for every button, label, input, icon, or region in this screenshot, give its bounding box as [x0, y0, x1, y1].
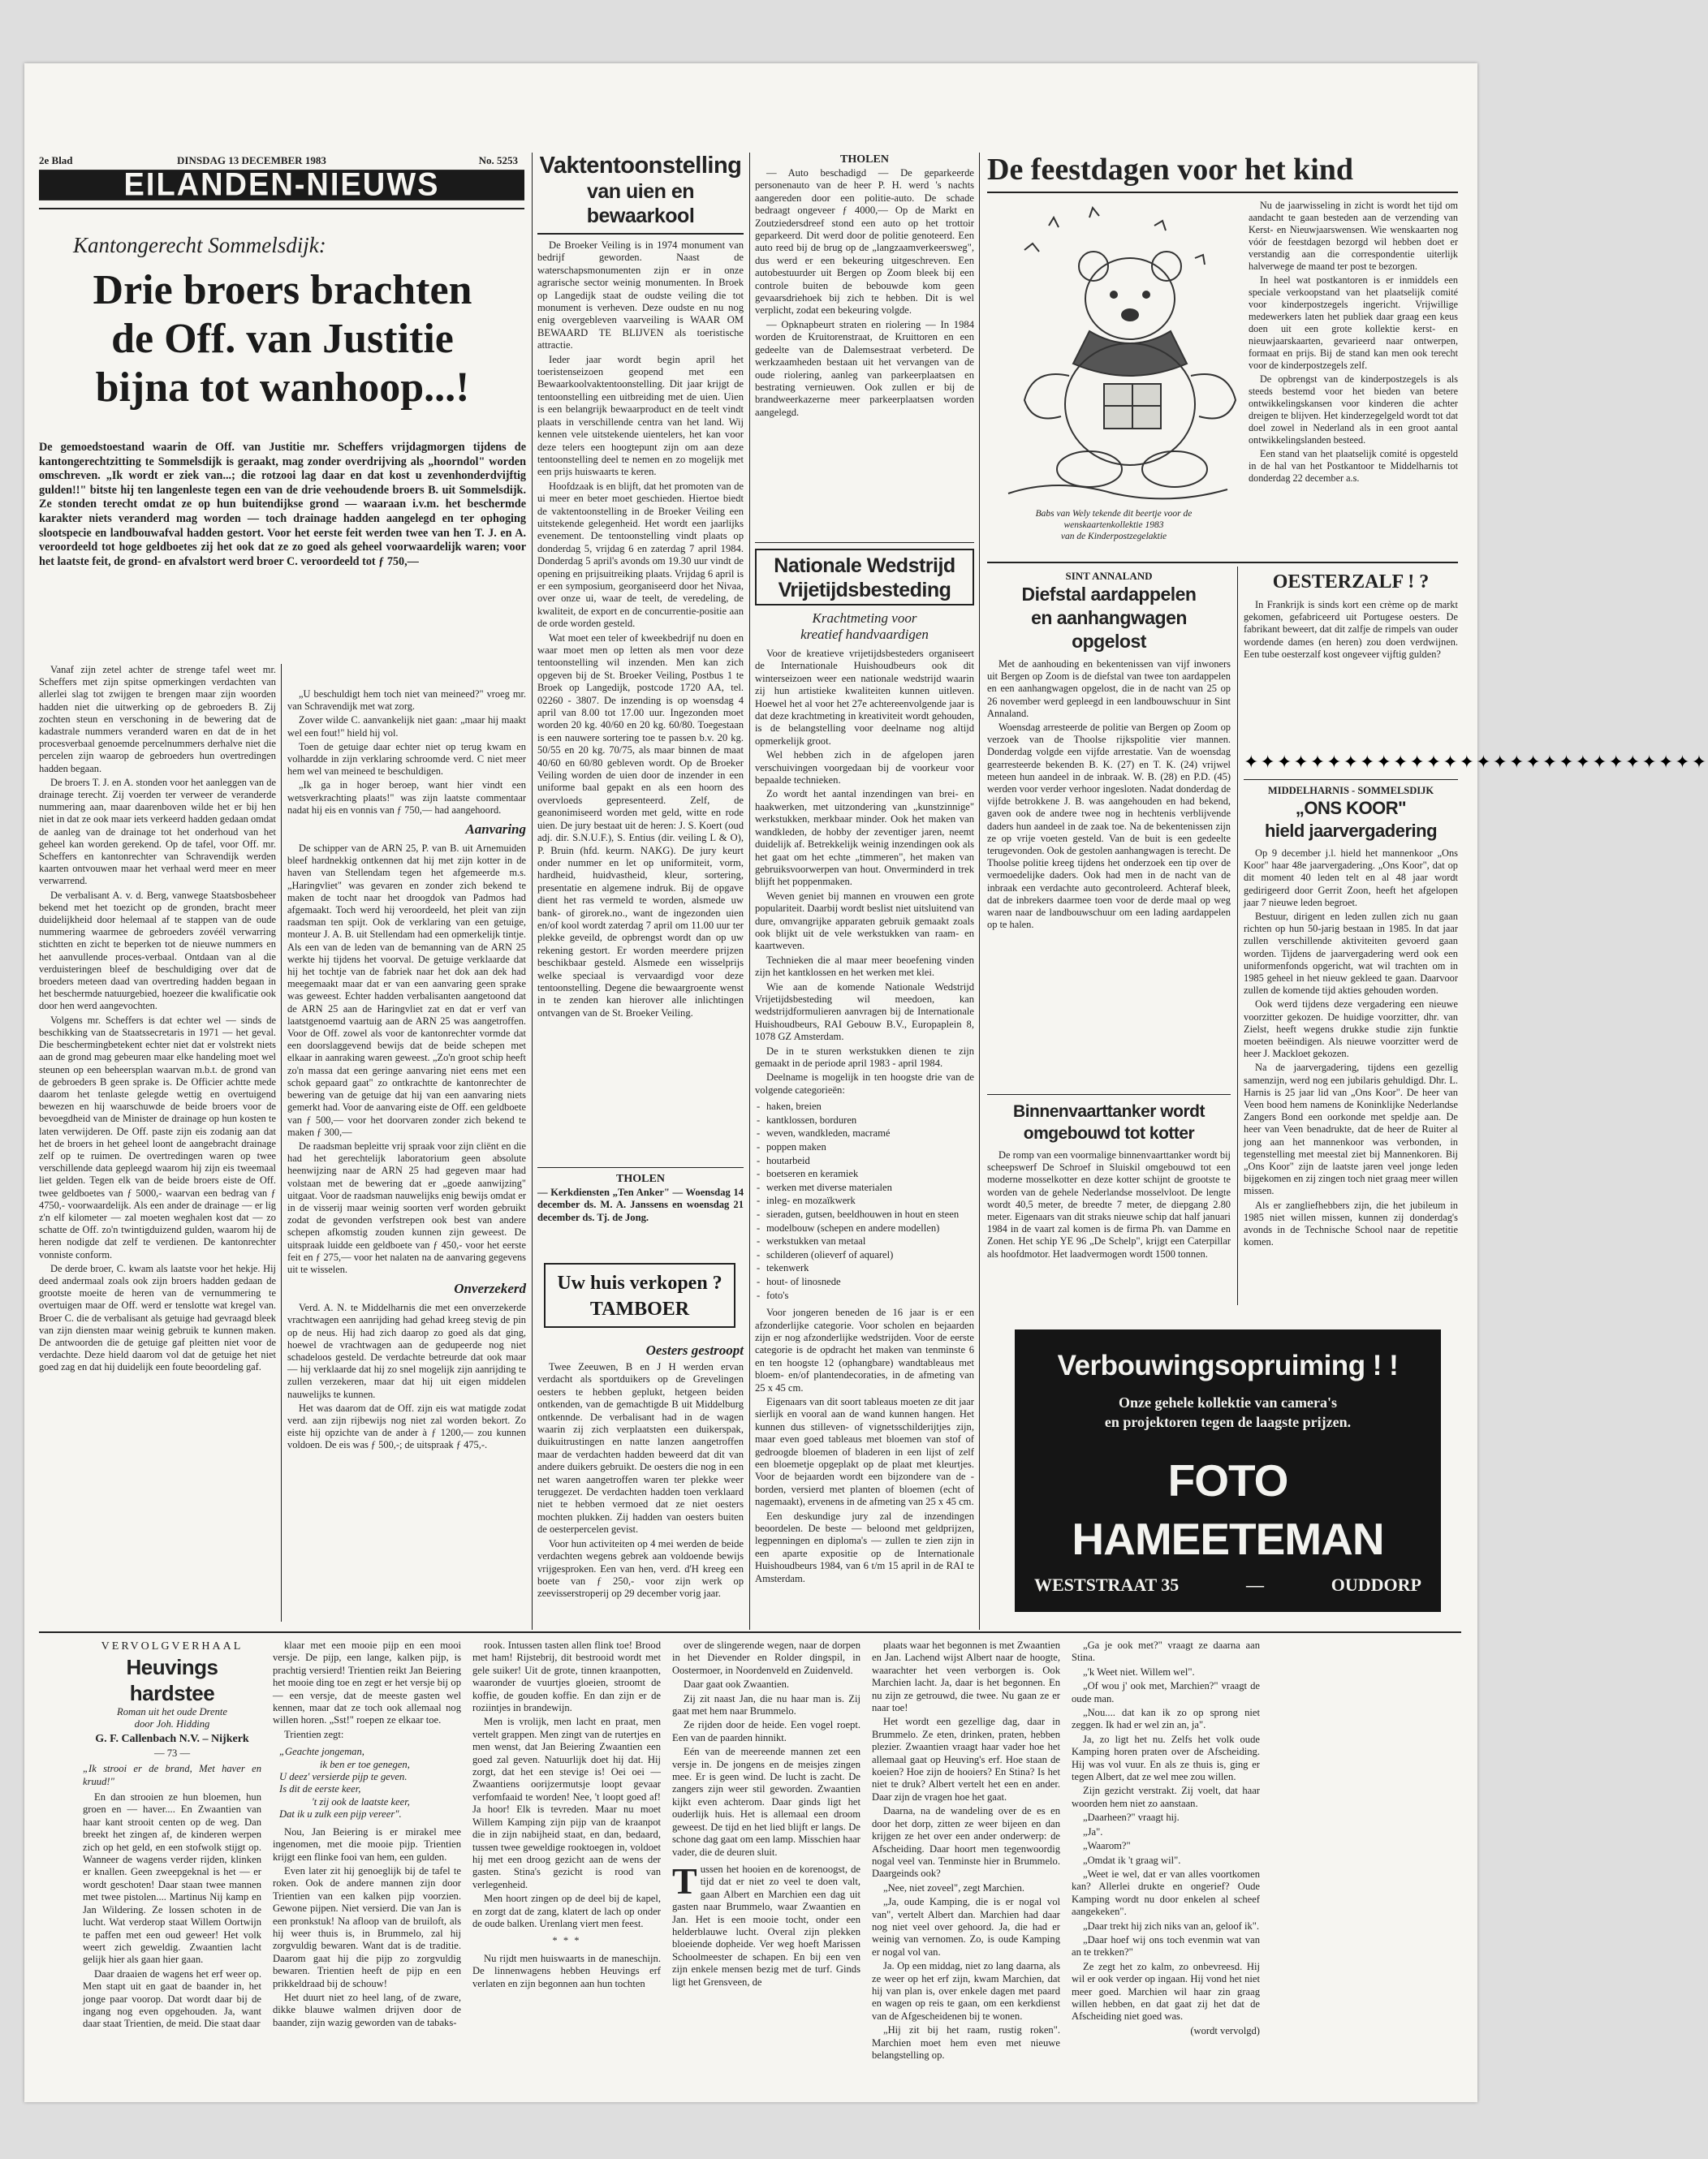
feest-paragraph: In heel wat postkantoren is er inmiddels een speciale verkoopstand van het plaatselijk comité voor kinderpostzegels ingericht. Vrijwillige medewerkers laten het publiek daar graag een keus doen uit een grote kollektie kerst- en nieuwjaarskaarten, gevarieerd naar ontwerpen, formaat en prijs. Bij de stand kan men ook terecht voor de kinderpostzegels zelf.	[1249, 274, 1458, 371]
diefstal-article	[987, 570, 1231, 1089]
tamboer-ad	[544, 1263, 735, 1328]
wedstrijd-paragraph: Voor de kreatieve vrijetijdsbesteders organiseert de Internationale Huishoudbeurs ook dit winterseizoen weer een nationale wedstrijd waarin zij hun artistieke kwaliteiten kunnen uitleven. Hoewel het al voor het 27e achtereenvolgende jaar is dat deze krachtmeting in kreativiteit wordt gehouden, is de belangstelling voor deelname nog altijd opmerkelijk groot.	[755, 648, 974, 747]
oesterzalf-article	[1244, 570, 1458, 747]
feestdagen-headline: De feestdagen voor het kind	[987, 153, 1354, 187]
tholen-kerk-article	[537, 1172, 744, 1253]
serial-paragraph: „Ja, oude Kamping, die is er nogal vol van", vertelt Albert dan. Marchien had daar nog niet veel over gehoord. Ja, die had er weinig van vernomen. Zo, is oude Kamping er nogal vol van.	[872, 1896, 1060, 1958]
koor-paragraph: Ook werd tijdens deze vergadering een nieuwe voorzitter gekozen. De huidige voorzitter, dhr. van Zielst, heeft wegens drukke studie zijn funktie moeten beëindigen. Als nieuwe voorzitter werd de heer J. Mackloet gekozen.	[1244, 998, 1458, 1060]
vakt-paragraph: Wat moet een teler of kweekbedrijf nu doen en waar moet men op letten als men voor deze tentoonstelling wil inzenden. Men kan zich opgeven bij de St. Broeker Veiling, Postbus 1 te Broek op Langedijk, postcode 1720 AA, tel. 02260 - 3807. De inzending is op woensdag 4 april van 8.00 tot 17.00 uur. Ingezonden moet worden 20 kg. 40/60 en 20 kg. 60/80. Toegestaan is een nauwere sortering toe te passen b.v. 20 kg. 50/55 en 20 kg. 70/75, als maar binnen de maat 40/60 en 60/80 gebleven wordt. Op de Broeker Veiling worden de uien door de inzender in een uniforme baal gepakt en als een hoorn des overvloeds gepresenteerd. Zelf, de geanonimiseerd worden met geld, witte en rode uien. De jury bestaat uit de heren: J. S. Koert (oud adj. dir. S.N.U.F.), S. Entius (dir. veiling L & O), P. Bruin (hfd. keurm. NAKG). De jury keurt onder nummer en let op uniformiteit, vorm, hardheid, huidvastheid, kleur, sortering, presentatie en algemene indruk. Bij de opgave dient het ras vermeld te worden, alsmede uw bank- of girorek.no., want de ingezonden uien en/of kool wordt zaterdag 7 april om 11.00 uur ter plekke geveild, de opbrengst wordt dan op uw rekening gestort. Er worden meerdere prijzen beschikbaar gesteld. Alsmede een wisselprijs welke speciaal is vervaardigd voor deze tentoonstelling. Degene die bewaargroente wenst in te zenden kan hierover alle inlichtingen ontvangen van de St. Broeker Veiling.	[537, 631, 744, 1019]
wedstrijd-paragraph: Deelname is mogelijk in ten hoogste drie van de volgende categorieën:	[755, 1071, 974, 1096]
oesters-article	[537, 1342, 744, 1627]
binnenvaart-headline-2: omgebouwd tot kotter	[1023, 1124, 1195, 1143]
serial-paragraph: Daarna, na de wandeling over de es en door het dorp, zitten ze weer bijeen en dan krijgen ze het over een ander onderwerp: de Afscheiding. Daar hoort men tegenwoordig nogal veel van. Tenminste hier in Brummelo. Daargeinds ook?	[872, 1805, 1060, 1880]
bear-illustration	[992, 201, 1236, 502]
serial-paragraph: „'k Weet niet. Willem wel".	[1083, 1666, 1195, 1678]
wedstrijd-paragraph: Wel hebben zich in de afgelopen jaren verschuivingen voorgedaan bij de voorkeur voor bepaalde technieken.	[755, 749, 974, 786]
headline-rule	[987, 192, 1458, 193]
section-rule	[537, 1167, 744, 1168]
serial-column-1	[83, 1640, 261, 2094]
serial-quote: „Ik strooi er de brand, Met haver en kruud!"	[83, 1763, 261, 1787]
lead-intro: De gemoedstoestand waarin de Off. van Justitie mr. Scheffers vrijdagmorgen tijdens de kantongerechtzitting te Sommelsdijk is geraakt, mag zonder overdrijving als „hoorndol" worden omschreven. „Ik wordt er ziek van...; die rotzooi lag daar en dat kost u zevenhonderdvijftig gulden!!" bitste hij ten langenleste tegen een van de drie veehoudende broers B. uit Sommelsdijk. Ze stonden terecht omdat ze op hun buitendijkse grond — waaraan i.v.m. het beschermde karakter niets veranderd mag worden — toch drainage hadden aangelegd en ter ophoging slootspecie en landbouwafval hadden gestort. Voor het eerste feit werden twee van hen T. J. en A. veroordeeld tot hoge geldboetes zij het ook dat ze zo goed als geheel voorwaardelijk waren; voor het laatste feit, de grond- en afvalstort werd broer C. veroordeeld tot ƒ 750,—	[39, 441, 526, 568]
diefstal-headline-1: Diefstal aardappelen	[1021, 584, 1197, 605]
koor-paragraph: Na de jaarvergadering, tijdens een gezellig samenzijn, werd nog een jubilaris gehuldigd. Dhr. L. Harnis is 25 jaar lid van „Ons Koor". De heer van Veen bood hem namens de Koninklijke Nederlandse Zangers Bond een oorkonde met speldje aan. De heer van Veen benadrukte, dat de heer de Ruiter al jong aan het mannenkoor was verbonden, in tegenstelling met meestal ziet bij Mannenkoren. Bij „Ons Koor" zijn de laatste jaren veel jonge leden bijgekomen en zij zingen toch niet graag meer willen missen.	[1244, 1062, 1458, 1197]
koor-paragraph: Op 9 december j.l. hield het mannenkoor „Ons Koor" haar 48e jaarvergadering. „Ons Koor", dat op dit moment 40 leden telt en al 48 jaar wordt gedirigeerd door Gerrit Zoon, heeft het afgelopen jaar 7 nieuwe leden begroet.	[1244, 847, 1458, 908]
koor-paragraph: Als er zangliefhebbers zijn, die het jubileum in 1985 niet willen missen, kunnen zij donderdag's avonds in de Technische School naar de repetitie komen.	[1244, 1199, 1458, 1248]
tholen-paragraph: — Opknapbeurt straten en riolering — In 1984 worden de Kruitorenstraat, de Kruittoren en een gedeelte van de Dalemsestraat verbeterd. De werkzaamheden bestaan uit het vervangen van de oude riolering, aanleg van parkeerplaatsen en bestrating vernieuwen. Ook zullen er bij de brandweerkazerne meer parkeerplaatsen worden aangelegd.	[755, 318, 974, 418]
newspaper-title: EILANDEN-NIEUWS	[39, 170, 524, 200]
bear-foot-icon	[1142, 451, 1207, 487]
serial-rule	[39, 1631, 1461, 1633]
masthead-rule	[39, 208, 524, 209]
koor-headline-1: „ONS KOOR"	[1295, 798, 1407, 818]
serial-poem	[279, 1746, 461, 1821]
section-rule	[987, 1094, 1231, 1095]
ad-town: OUDDORP	[1331, 1575, 1421, 1595]
wedstrijd-article	[755, 549, 974, 1628]
serial-paragraph: Zij zit naast Jan, die nu haar man is. Zij gaat met hem naar Brummelo.	[672, 1692, 860, 1717]
lead-paragraph: Verd. A. N. te Middelharnis die met een onverzekerde vrachtwagen een aanrijding had gehad kreeg stevig de pin op de neus. Hij had zich daarop zo goed als dat ging, hoewel de vrachtwagen aan de gedupeerde nog niet schadeloos gesteld. De verdachte betreurde dat ook maar — hij verklaarde dat hij zo snel mogelijk zijn aanrijding te zullen verzekeren, maar dat hij uit eigen middelen nauwelijks te kunnen.	[287, 1302, 526, 1400]
vakt-paragraph: De Broeker Veiling is in 1974 monument van bedrijf geworden. Naast de waterschapsmonumenten zijn er in onze agrarische sector weinig monumenten. In Broek op Langedijk staat de oudste veiling die tot monument is verheven. Deze oudste en nu nog enig overgebleven vaarveiling is WAAR OM BEWAARD TE BLIJVEN als toeristische attractie.	[537, 239, 744, 351]
caption-line: wenskaartenkollektie 1983	[1063, 520, 1164, 530]
koor-kicker: MIDDELHARNIS - SOMMELSDIJK	[1267, 785, 1434, 796]
serial-column-6	[1072, 1640, 1260, 2094]
list-item: - inleg- en mozaïkwerk	[755, 1194, 974, 1208]
tholen-paragraph: — Auto beschadigd — De geparkeerde personenauto van de heer P. H. werd 's nachts aangereden door een politie-auto. De schade bedraagt ongeveer ƒ 4000,— Op de Markt en Zoutziedersdreef stond een auto op het trottoir geparkeerd. Dit werd door de politie genoteerd. Een auto reed bij de brug op de „langzaamverkeersweg", dus werd er een bekeuring uitgeschreven. Een autobestuurder uit Bergen op Zoom bleek bij een controle buiten de bebouwde kom geen gevaarsdriehoek bij zich te hebben. Dit is wel verplicht, zodat een bekeuring volgde.	[755, 167, 974, 317]
poem-line: ik ben er toe genegen,	[320, 1758, 410, 1770]
poem-line: U deez' versierde pijp te geven.	[279, 1771, 408, 1783]
lead-kicker: Kantongerecht Sommelsdijk:	[73, 233, 326, 257]
binnenvaart-paragraph: De romp van een voormalige binnenvaarttanker wordt bij scheepswerf De Schroef in Sluiskil omgebouwd tot een moderne mosselkotter en deze kotter schijnt de grootste te worden van de gehele Nederlandse mosselvloot. De lengte wordt 40,5 meter, de breedte 7 meter, de diepgang 2.80 meter. Eigenaars van dit straks nieuwe schip dat half januari 1984 in de vaart zal komen is de firma Ph. van Damme en Zonen. Het schip YE 96 „De Schelp", krijgt een Caterpillar als hoofdmotor. Het laadvermogen wordt 1500 tonnen.	[987, 1149, 1231, 1260]
wedstrijd-paragraph: Zo wordt het aantal inzendingen van brei- en haakwerken, met uitzondering van „kunstzinnige" werkstukken, merkbaar minder. Ook het maken van wandkleden, de hobby der zeventiger jaren, neemt duidelijk af. Betrekkelijk weinig inzendingen ook als het gaat om het echte „timmeren", het maken van gebruiksvoorwerpen van hout. Onverminderd in trek blijft het poppenmaken.	[755, 788, 974, 888]
oesters-paragraph: Twee Zeeuwen, B en J H werden ervan verdacht als sportduikers op de Grevelingen oesters te hebben geplukt, hetgeen beiden ontkenden, van de gemachtigde B uit Middelburg ontkennde. De verbalisant had in de wagen waarin zij zich verplaatsten een duikerspak, duikuitrustingen en natte lanzen aangetroffen maar de verdachten hadden beweerd dat dit van andere duikers gebruikt. De oesters die nog in een net waren aangetroffen waren ter plekke weer teruggezet. De verdachten hadden toen verklaard niet te hebben vermoed dat ze niet oesters mochten plukken. Zij hadden van oesters buiten de oesterpercelen gevist.	[537, 1361, 744, 1536]
serial-paragraph: Daar draaien de wagens het erf weer op. Men stapt uit en gaat de baander in, het jonge paar voorop. Dat wordt daar bij de ingang nog even opgehouden. Ja, want daar staat Trientien, de meid. Die staat daar	[83, 1967, 261, 2030]
bear-eye-icon	[1143, 291, 1149, 298]
wedstrijd-paragraph: Eigenaars van dit soort tableaus moeten ze dit jaar sierlijk en vooral aan de wand kunnen hangen. Het kunnen dus stilleven- of vignetsschilderijtjes zijn, maar even goed tableaus met bloemen van stof of gedroogde bloemen of bladeren in een lijst of zelf een bloemetje opgeplakt op de plaat met kleurtjes. Voor de bejaarden wordt een bijzondere van de -borden, versierd met planten of bloemen (echt of nagemaakt), ervenens in de afmeting van 25 x 45 cm.	[755, 1395, 974, 1508]
ad-dash: —	[1246, 1575, 1265, 1595]
diefstal-headline-2: en aanhangwagen	[1031, 607, 1187, 628]
binnenvaart-headline-1: Binnenvaarttanker wordt	[1013, 1102, 1205, 1121]
column-rule	[532, 153, 533, 1630]
oesters-heading: Oesters gestroopt	[645, 1342, 744, 1358]
lead-paragraph: Het was daarom dat de Off. zijn eis wat matigde zodat verd. aan zijn rijbewijs nog niet zal worden bekort. Zo eiste hij opzichte van de ander à ƒ 1200,— zou kunnen voldoen. De eis was ƒ 500,-; de uitspraak ƒ 475,-.	[287, 1402, 526, 1451]
wedstrijd-headline-box	[755, 549, 974, 605]
poem-line: 't zij ook de laatste keer,	[312, 1795, 410, 1808]
lead-headline-line-2: de Off. van Justitie	[111, 316, 454, 362]
vakt-headline-1: Vaktentoonstelling	[539, 153, 742, 179]
list-item: - kantklossen, borduren	[755, 1114, 974, 1127]
ad-line: en projektoren tegen de laagste prijzen.	[1104, 1414, 1352, 1430]
lead-paragraph: Volgens mr. Scheffers is dat echter wel — sinds de beschikking van de Staatssecretaris in 1971 — het geval. Die beschermingbetekent echter niet dat er volstrekt niets aan de grond mag gebeuren maar elke handeling moet wel steunen op een beheersplan waarvan m.b.t. de grond van de gebroeders B geen sprake is. De Officier achtte mede daarom het tenlaste gelegde wettig en overtuigend bewezen en hij waarschuwde de beide broers voor de bevoegdheid van de Minister de drainage op hun kosten te laten verwijderen. De Off. paste zijn eis zodanig aan dat het de broers in het geheel loont de aangebracht drainage zelf op te ruimen. De overtredingen waren op twee verschillende data gepleegd waarom hij zijn eis tweemaal liet gelden. Tegen elk van de beide broers eiste de Off. twee geldboetes van ƒ 5000,- waarvan een bedrag van ƒ 4750,- voorwaardelijk. Als een ander de drainage — er lig z'n elf kilometer — zal moeten weghalen kost dat — zo schatte de Off. zo'n twintigduizend gulden, waarom hij de heren nodigde dat zelf te verdienen. De kantonrechter vonniste conform.	[39, 1014, 276, 1260]
list-item: - hout- of linosnede	[755, 1275, 974, 1289]
feest-paragraph: Een stand van het plaatselijk comité is opgesteld in de hal van het Postkantoor te Middelharnis tot donderdag 22 december a.s.	[1249, 448, 1458, 484]
list-item: - foto's	[755, 1289, 974, 1303]
wedstrijd-paragraph: Voor jongeren beneden de 16 jaar is er een afzonderlijke categorie. Voor scholen en bejaarden zijn er nog afzonderlijke wedstrijden. Voor de eerste categorie is de opdracht het maken van tenminste 6 en ten hoogste 12 (ophangbare) wandtableaus met bloem- en/of plantendecoraties, in de afmeting van 25 x 45 cm.	[755, 1307, 974, 1394]
serial-paragraph: „Omdat ik 't graag wil".	[1083, 1854, 1181, 1866]
list-item: - werkstukken van metaal	[755, 1235, 974, 1248]
serial-paragraph: rook. Intussen tasten allen flink toe! Brood met ham! Rijstebrij, dit bestrooid wordt met gele suiker! Uit de grote, tinnen kraanpotten, waaronder de vuurtjes gloeien, stroomt de koffie, de gouden koffie. En dan zijn er de roziintjes in brandewijn.	[472, 1640, 661, 1714]
serial-paragraph: Daar gaat ook Zwaantien.	[684, 1679, 790, 1691]
wedstrijd-sub-1: Krachtmeting voor	[812, 610, 917, 626]
feestdagen-article	[1249, 200, 1458, 557]
serial-paragraph: „Hij zit bij het raam, rustig roken". Marchien moet hem even met nieuwe belangstelling op.	[872, 2024, 1060, 2061]
caption-line: van de Kinderpostzegelaktie	[1060, 532, 1167, 541]
lead-paragraph: Zover wilde C. aanvankelijk niet gaan: „maar hij maakt wel een fout!" hield hij vol.	[287, 714, 526, 739]
serial-paragraph: Even later zit hij genoeglijk bij de tafel te roken. Ook de andere mannen zijn door Trientien van een kalken pijp voorzien. Gewone pijpen. Niet versierd. Die van Jan is een pronkstuk! Na afloop van de bruiloft, als hij weer thuis is, in Brummelo, zal hij zorgvuldig bewaren. Want dat is de traditie. Daarom gaat hij die pijp zo zorgvuldig bewaren. Trientien heeft de pijp en een prikkeldraad bij de schouw!	[273, 1864, 461, 1989]
bear-head-icon	[1085, 258, 1175, 339]
serial-paragraph: Nou, Jan Beiering is er mirakel mee ingenomen, met die mooie pijp. Trientien krijgt een flinke fooi van hem, een gulden.	[273, 1825, 461, 1863]
ad-headline: Verbouwingsopruiming ! !	[1057, 1350, 1399, 1381]
serial-paragraph: „Weet ie wel, dat er van alles voortkomen kan? Allerlei drukte en ongerief? Oude Kamping wordt nu door enkelen al scheef aangekeken".	[1072, 1868, 1260, 1918]
bear-nose-icon	[1122, 309, 1138, 321]
list-item: - tekenwerk	[755, 1261, 974, 1275]
diefstal-headline-3: opgelost	[1072, 631, 1146, 652]
category-list	[755, 1100, 974, 1302]
ons-koor-article	[1244, 784, 1458, 1305]
bear-eye-icon	[1111, 291, 1117, 298]
serial-paragraph: „Daarheen?" vraagt hij.	[1083, 1812, 1180, 1824]
snow-ground-icon	[1008, 485, 1227, 498]
serial-paragraph: over de slingerende wegen, naar de dorpen in het Dievender en Rolder dingspil, in Oostermoer, in Noordenveld en Zuidenveld.	[672, 1640, 860, 1676]
serial-column-4	[672, 1640, 860, 2094]
ornament-row: ✦✦✦✦✦✦✦✦✦✦✦✦✦✦✦✦✦✦✦✦✦✦✦✦✦✦✦✦	[1244, 752, 1708, 772]
issue-number: No. 5253	[478, 154, 518, 166]
serial-paragraph: ussen het hooien en de korenoogst, de tijd dat er niet zo veel te doen valt, gaan Albert en Marchien een dag uit gasten naar Brummelo, waar Zwaantien en Jan. Het is een mooie tocht, onder een helderblauwe lucht. Overal zijn plekken bloeiende dopheide. Ver weg hoeft Marissen Schoolmeester de schapen. En bij een ven zijn enkele mensen bezig met de turf. Ginds ligt het Grensveen, de	[672, 1863, 860, 1988]
list-item: - schilderen (olieverf of aquarel)	[755, 1248, 974, 1262]
serial-paragraph: klaar met een mooie pijp en een mooi versje. De pijp, een lange, kalken pijp, is prachtig versierd! Trientien reikt Jan Beiering het mooie ding toe en zegt er het versje bij op — een versje, dat de meeste gasten wel kennen, maar dat ze toch ook allemaal nog willen horen. „Sst!" roepen ze elkaar toe.	[273, 1640, 461, 1726]
serial-episode-number: — 73 —	[153, 1747, 191, 1759]
serial-paragraph: Het wordt een gezellige dag, daar in Brummelo. Ze eten, drinken, praten, hebben plezier. Zwaantien vraagt haar vader hoe het allemaal gaat op Heuving's erf. Hoe staan de koeien? Hoe zijn de hooiers? En Stina? Is het niet te druk? Albert vertelt het een en ander. Daar zijn de vragen hoe het gaat.	[872, 1716, 1060, 1803]
drop-cap: T	[672, 1859, 697, 1902]
wedstrijd-headline-2: Vrijetijdsbesteding	[778, 579, 951, 601]
wedstrijd-paragraph: Wie aan de komende Nationale Wedstrijd Vrijetijdsbesteding wil meedoen, kan wedstrijdformulieren aanvragen bij de Internationale Huishoudbeurs, RAI Gebouw B.V., Europaplein 8, 1078 GZ Amsterdam.	[755, 980, 974, 1043]
tholen-politie-article	[755, 153, 974, 534]
vaktentoonstelling-article	[537, 153, 744, 1159]
lead-column-2	[287, 688, 526, 1628]
serial-paragraph: „Ga je ook met?" vraagt ze daarna aan Stina.	[1072, 1640, 1260, 1664]
serial-paragraph: „Daar trekt hij zich niks van an, geloof ik".	[1083, 1920, 1260, 1932]
serial-author: door Joh. Hidding	[134, 1718, 210, 1730]
koor-headline-2: hield jaarvergadering	[1264, 821, 1438, 841]
newspaper-page	[24, 63, 1708, 2102]
lead-paragraph: De schipper van de ARN 25, P. van B. uit Arnemuiden bleef hardnekkig ontkennen dat hij met zijn kotter in de haven van Stellendam tegen het afgemeerde m.s. „Haringvliet" was gevaren en zonder zich bekend te maken de tocht naar het droogdok van Padmos had afgemaakt. Toch werd hij veroordeeld, het pleit van zijn raadsman ten spijt. Ook de verklaring van een getuige, monteur J. A. B. uit Stellendam had een opmerkelijk tintje. Als een van de leden van de bemanning van de ARN 25 werkte hij tijdens het voorval. De getuige verklaarde dat hij het tochtje van de fabriek naar het dok aan dek had meegemaakt maar dat er van een aanvaring geen sprake was geweest. Echter hadden verbalisanten aangetoond dat de ARN 25 aan de Haringvliet zat en dat er verf van laatstgenoemd vaartuig aan de ARN 25 was aangetroffen. Voor de Off. zowel als voor de kantonrechter vormde dat een doorslaggevend bewijs dat de beide schepen met elkaar in aanraking waren geweest. „Zo'n groot schip heeft zo'n massa dat een geringe aanvaring niet eens met een schok gepaard gaat" zo ontkrachtte de kantonrechter de bewering van de getuige dat hij van een aanvaring niets gemerkt had. Voor de aanvaring eiste de Off. een geldboete van ƒ 500,— voor het doorvaren zonder zich bekend te maken ƒ 300,—	[287, 842, 526, 1138]
poem-line: Is dit de eerste keer,	[279, 1783, 361, 1795]
wedstrijd-paragraph: Technieken die al maar meer beoefening vinden zijn het kantklossen en het werken met klei.	[755, 954, 974, 979]
serial-kicker: VERVOLGVERHAAL	[101, 1640, 244, 1653]
teddy-bear-drawing	[992, 201, 1236, 502]
serial-subtitle: Roman uit het oude Drente	[117, 1706, 227, 1717]
list-item: - boetseren en keramiek	[755, 1167, 974, 1181]
list-item: - modelbouw (schepen en andere modellen)	[755, 1222, 974, 1235]
serial-paragraph: Eén van de meereende mannen zet een versje in. De jongens en de meisjes zingen mee. Er is geen wind. De lucht is zacht. De zangers zijn weer stil geworden. Zwaantien kijkt even achterom. Daar ginds ligt het ouderlijk huis. Het is allemaal een droom geweest. De tijd en het lied blijft er langs. De schone dag gaat om een lamp. Misschien haar vader, die de deuren sluit.	[672, 1746, 860, 1858]
list-item: - sieraden, gutsen, beeldhouwen in hout en steen	[755, 1208, 974, 1222]
section-break: * * *	[552, 1935, 581, 1947]
serial-paragraph: En dan strooien ze hun bloemen, hun groen en — haver.... En Zwaantien van haar kant strooit centen op de weg. Dan breekt het zingen af, de kinderen werpen zich op het geld, en een stofwolk stijgt op. Wanneer de wagens verder rijden, klinken er knallen. Geen zweepgeknal is het — er wordt geschoten! Daar staan twee mannen met twee pistolen.... Martinus Nij kamp en Jan Wildering. Ze lossen schoten in de lucht. Wat verderop staat Willem Oortwijn te paffen met een oud geweer! Het volk weert zich geweldig. Zwaantien lacht gelijk hier als gaan hier gaan.	[83, 1791, 261, 1966]
wedstrijd-paragraph: Weven geniet bij mannen en vrouwen een grote populariteit. Daarbij wordt beslist niet uitsluitend van dure, omvangrijke apparaten gebruik gemaakt zoals ook blijkt uit de vele werkstukken van raam- en kaartweven.	[755, 890, 974, 952]
tholen-heading-2: THOLEN	[840, 153, 889, 166]
foto-hameeteman-ad	[1015, 1329, 1441, 1612]
subhead-onverzekerd: Onverzekerd	[454, 1281, 526, 1297]
serial-column-2	[273, 1640, 461, 2094]
lead-headline-line-1: Drie broers brachten	[93, 267, 472, 313]
oesterzalf-headline: OESTERZALF ! ?	[1272, 571, 1430, 593]
serial-column-5	[872, 1640, 1060, 2094]
serial-paragraph: „Of wou j' ook met, Marchien?" vraagt de oude man.	[1072, 1680, 1260, 1704]
serial-paragraph: plaats waar het begonnen is met Zwaantien en Jan. Lachend wijst Albert naar de hoogte, waarachter het veen verborgen is. Ook Marchien lacht. Ja, daar is het begonnen. En nu zijn ze getrouwd, die twee. Nu gaan ze er naar toe!	[872, 1640, 1060, 1714]
serial-paragraph: Ze zegt het zo kalm, zo onbevreesd. Hij wil er ook verder op ingaan. Hij vond het niet meer goed. Marchien wil haar zin graag willen hebben, en dat gaat zij het dat de Afscheiding niet goed was.	[1072, 1960, 1260, 2023]
binnenvaart-article	[987, 1101, 1231, 1305]
section-rule	[755, 542, 974, 543]
wedstrijd-paragraph: De in te sturen werkstukken dienen te zijn gemaakt in de periode april 1983 - april 1984.	[755, 1045, 974, 1069]
feest-paragraph: Nu de jaarwisseling in zicht is wordt het tijd om aandacht te gaan besteden aan de verzending van Kerst- en Nieuwjaarswensen. Wie wenskaarten nog vóór de feestdagen bezorgd wil hebben doet er verstandig aan die correspondentie uiterlijk halverwege de maand ter post te bezorgen.	[1249, 200, 1458, 272]
tamboer-ad-line-2: TAMBOER	[589, 1299, 690, 1320]
lead-paragraph: „Ik ga in hoger beroep, want hier vindt een wetsverkrachting plaats!" was zijn laatste commentaar nadat hij eis en vonnis van ƒ 750,— had aangehoord.	[287, 779, 526, 816]
column-rule	[979, 153, 980, 1630]
column-rule	[1237, 567, 1238, 1305]
caption-line: Babs van Wely tekende dit beertje voor de	[1035, 509, 1193, 519]
serial-column-3	[472, 1640, 661, 2094]
serial-paragraph: „Nee, niet zoveel", zegt Marchien.	[883, 1881, 1025, 1894]
drop-cap-paragraph	[672, 1859, 860, 1989]
bear-arm-icon	[1024, 374, 1069, 419]
serial-paragraph: Men hoort zingen op de deel bij de kapel, en zorgt dat de zang, klatert de lach op onder de oude balken. Urenlang viert men feest.	[472, 1893, 661, 1929]
serial-paragraph: „Daar hoef wij ons toch evenmin wat van an te trekken?"	[1072, 1933, 1260, 1959]
headline-rule	[537, 233, 744, 235]
oesterzalf-paragraph: In Frankrijk is sinds kort een crème op de markt gekomen, gefabriceerd uit Portugese oesters. De fabrikant beweert, dat dit zalfje de rimpels van ouder wordende dames (en heren) zou doen verdwijnen. Een tube oesterzalf kost ongeveer vijftig gulden?	[1244, 599, 1458, 660]
ad-street: WESTSTRAAT 35	[1034, 1575, 1180, 1595]
wedstrijd-paragraph: Een deskundige jury zal de inzendingen beoordelen. De beste — beloond met geldprijzen, legpenningen en diploma's — zullen te zien zijn in een aparte expositie op de Internationale Huishoudbeurs 1984, van 6 t/m 15 april in de RAI te Amsterdam.	[755, 1510, 974, 1584]
serial-paragraph: Trientien zegt:	[284, 1728, 344, 1740]
wedstrijd-sub-2: kreatief handvaardigen	[800, 627, 929, 642]
illustration-caption	[992, 508, 1236, 554]
issue-date: DINSDAG 13 DECEMBER 1983	[177, 154, 326, 166]
lead-column-1	[39, 664, 276, 1626]
list-item: - houtarbeid	[755, 1154, 974, 1168]
ad-line: Onze gehele kollektie van camera's	[1119, 1394, 1337, 1411]
serial-paragraph: Het duurt niet zo heel lang, of de zware, dikke blauwe walmen drijven door de baander, zijn wazig geworden van de tabaks-	[273, 1991, 461, 2028]
bear-scarf-icon	[1073, 331, 1187, 376]
koor-paragraph: Bestuur, dirigent en leden zullen zich nu gaan richten op hun 50-jarig bestaan in 1985. In dat jaar zullen verschillende aktiviteiten gevoerd gaan worden. Tijdens de jaarvergadering werd ook een uniformenfonds opgericht, wat wil trachten om in 1985 geheel in het nieuw gekleed te gaan. Daarvoor zullen de komende tijd akties gehouden worden.	[1244, 911, 1458, 997]
lead-paragraph: „U beschuldigt hem toch niet van meineed?" vroeg mr. van Schravendijk met wat zorg.	[287, 688, 526, 713]
lead-paragraph: De derde broer, C. kwam als laatste voor het hekje. Hij deed andermaal zoals ook zijn broers hadden gedaan de grootste moeite de heren van de vernummering te overtuigen maar de Off. werd er tenslotte wat kregel van. Broer C. die de verbalisant als getuige had gevraagd bleek van zijn diensten maar weinig gebruik te kunnen maken. De antwoorden die de getuige gaf pleitten niet voor de verdachte. Deze hield daarom vol dat de getuige het niet goed zag en dat hij duidelijk een foute beoordeling gaf.	[39, 1262, 276, 1373]
lead-headline	[39, 266, 526, 429]
ad-address-row	[1015, 1573, 1441, 1597]
list-item: - werken met diverse materialen	[755, 1181, 974, 1195]
serial-paragraph: Nu rijdt men huiswaarts in de maneschijn. De linnenwagens hebben Heuvings erf verlaten en zijn begonnen aan hun tochten	[472, 1952, 661, 1989]
serial-title: Heuvings hardstee	[126, 1655, 218, 1705]
wedstrijd-headline-1: Nationale Wedstrijd	[774, 554, 955, 577]
vakt-headline-2: van uien en bewaarkool	[586, 180, 695, 227]
serial-paragraph: Zijn gezicht verstrakt. Zij voelt, dat haar woorden hem niet zo aanstaan.	[1072, 1785, 1260, 1809]
serial-paragraph: Men is vrolijk, men lacht en praat, men vertelt grappen. Men zingt van de rutertjes en men wenst, dat Jan Beiering Zwaantien een goed zal geven. Natuurlijk doet hij dat. Hij zorgt, dat het een stevige is! Oei oei — Zwaantiens oorijzermutsje loopt gevaar verfomfaaid te worden! Nee, 't loopt goed af! Ja hoor! Elk is tevreden. Maar nu moet Willem Kamping zijn pijp van de kraanpot die in zijn nabijheid staat, en dan, bedaard, tussen twee geweldige rooktoegen in, voldoet hij met een droog gezicht aan de wens der gasten. Stina's gezicht is rood van verlegenheid.	[472, 1716, 661, 1890]
diefstal-paragraph: Woensdag arresteerde de politie van Bergen op Zoom op verzoek van de Thoolse rijkspolitie vier mannen. Donderdag volgde een vijfde arrestatie. Van de woensdag gearresteerde bekenden B. K. (27) en T. K. (24) vrijwel meteen hun aandeel in de inbraak. W. B. (28) en P.D. (45) werden voor verder verhoor ingesloten. Nadat donderdag de vijfde betrokkene J. B. was aangehouden en had bekend, gaven ook de andere twee nog in hechtenis verblijvende daders hun aandeel in de zaak toe. Na de bekentenissen zijn ze op vrije voeten gesteld. Van de buit is een gedeelte terugevonden. Ook de gestolen aanhangwagen is terecht. De Thoolse politie kreeg tijdens het onderzoek een tip over de vermoedelijke daders. Ook had men in de nacht van de inbraak een verdachte auto gecontroleerd. Achteraf bleek, dat de inbrekers daarmee toen voor de derde maal op weg waren naar de landbouwschuur om een lading aardappelen op te halen.	[987, 722, 1231, 931]
serial-paragraph: Ja. Op een middag, niet zo lang daarna, als ze weer op het erf zijn, kwam Marchien, dat hij van plan is, over enkele dagen met paard en wagen op reis te gaan, om een kerkdienst van de Afgescheidenen bij te wonen.	[872, 1960, 1060, 2022]
lead-paragraph: De broers T. J. en A. stonden voor het aanleggen van de drainage terecht. Zij voerden ter verweer de veranderde nummering aan, maar daarenboven wilde het er bij hen niet in dat ze ook maar iets verkeerd hadden gedaan omdat de aanleg van de drainage tot het onderhoud van het geheel kan worden gerekend. Op de tafel, voor Off. mr. Scheffers en kantonrechter van Schravendijk werden kaarten ontvouwen maar het verhaal werd meer en meer verwarrend.	[39, 776, 276, 887]
serial-paragraph: Ze rijden door de heide. Een vogel roept. Een van de paarden hinnikt.	[672, 1719, 860, 1743]
diefstal-paragraph: Met de aanhouding en bekentenissen van vijf inwoners uit Bergen op Zoom is de diefstal van twee ton aardappelen en een aanhangwagen opgelost, die in de nacht van 25 op 26 november werd gepleegd in een landbouwschuur in Sint Annaland.	[987, 658, 1231, 719]
lead-paragraph: Vanaf zijn zetel achter de strenge tafel weet mr. Scheffers met zijn spitse opmerkingen verdachten van allerlei slag tot zwijgen te brengen maar zijn woorden hadden niet die uitwerking op de gebroeders B. Zij zochten steun en verschoning in de bewering dat de kadastrale nummers veranderd waren en dat de in het procesverbaal genoemde percelnummers derhalve niet die percelen zijn waarop de gebroeders hun overtredingen hadden begaan.	[39, 664, 276, 774]
serial-paragraph: „Ja".	[1083, 1825, 1103, 1838]
serial-paragraph: Ja, zo ligt het nu. Zelfs het volk oude Kamping horen praten over de Afscheiding. Hij was vol vuur. En als ze thuis is, ging er tegen Albert, dat ze wel mee zou willen.	[1072, 1733, 1260, 1783]
column-rule	[281, 664, 282, 1622]
vakt-paragraph: Hoofdzaak is en blijft, dat het promoten van de ui meer en beter moet geschieden. Hiertoe biedt de vaktentoonstelling in de Broeker Veiling een uitstekende gelegenheid. Het wordt een jaarlijks evenement. De tentoonstelling vindt plaats op donderdag 5, vrijdag 6 en zaterdag 7 april 1984. Donderdag 5 april's avonds om 19.30 uur vindt de opening en prijsuitreiking plaats. Vrijdag 6 april is er een symposium, georganiseerd door het Nivaa, over onze ui, waar de teelt, de veredeling, de kwaliteit, de export en de concurrentie-positie aan de orde worden gesteld.	[537, 480, 744, 630]
lead-paragraph: De raadsman bepleitte vrij spraak voor zijn cliënt en die had het gerechtelijk laboratorium geen absolute heenwijzing naar de ARN 25 had gegeven maar had volstaan met de bewering dat er „goede aanwijzing" uitgaat. Voor de raadsman nauwelijks enig bewijs omdat er in de visserij maar weinig soorten verf worden gebruikt zodat de gevonden verfstrepen ook best van andere schepen afkomstig zouden kunnen zijn geweest. De uitspraak luidde een geldboete van ƒ 450,- voor het eerste feit en ƒ 275,— voor het nalaten na de aanvaring gegevens uit te wisselen.	[287, 1140, 526, 1275]
poem-line: „Geachte jongeman,	[279, 1746, 364, 1758]
serial-publisher: G. F. Callenbach N.V. – Nijkerk	[95, 1732, 249, 1745]
feest-paragraph: De opbrengst van de kinderpostzegels is als steeds bestemd voor het bieden van betere ontwikkelingskansen voor kinderen die achter dreigen te blijven. Het kinderzegelgeld wordt tot dat doel zowel in Nederland als in een groot aantal ontwikkelingslanden besteed.	[1249, 373, 1458, 446]
section-rule	[1244, 779, 1458, 780]
tamboer-ad-line-1: Uw huis verkopen ?	[557, 1273, 722, 1294]
poem-line: Dat ik u zulk een pijp vereer".	[279, 1808, 402, 1821]
serial-continued: (wordt vervolgd)	[1190, 2024, 1260, 2036]
ad-shop-name: FOTO HAMEETEMAN	[1072, 1455, 1384, 1564]
lead-paragraph: Toen de getuige daar echter niet op terug kwam en volhardde in zijn verklaring schroomde verd. C niet meer hem wel van meineed te beschuldigen.	[287, 740, 526, 778]
oesters-paragraph: Voor hun activiteiten op 4 mei werden de beide verdachten wegens gebrek aan voldoende bewijs vrijgesproken. Een van hen, verd. d'H kreeg een boete van ƒ 250,- voor zijn werk op zeevisserstroperij op 29 december vorig jaar.	[537, 1537, 744, 1600]
column-rule	[749, 153, 750, 1630]
subhead-aanvaring: Aanvaring	[465, 821, 526, 838]
serial-paragraph: „Waarom?"	[1083, 1840, 1131, 1852]
page-section: 2e Blad	[39, 154, 73, 166]
list-item: - poppen maken	[755, 1140, 974, 1154]
vakt-paragraph: Ieder jaar wordt begin april het toeristenseizoen geopend met een Bewaarkoolvaktentoonstelling. Dit jaar krijgt de tentoonstelling een uitbreiding met de uien. Uien is een belangrijk bewaarproduct en de teelt vindt plaats in verschillende centra van het land. Wij kennen vele uitstekende uientelers, het kan voor deze telers een hoogtepunt zijn om aan deze tentoonstelling deel te nemen en zo mogelijk met een prijs huiswaarts te keren.	[537, 353, 744, 478]
tholen-heading: THOLEN	[616, 1173, 665, 1185]
list-item: - weven, wandkleden, macramé	[755, 1127, 974, 1140]
lead-headline-line-3: bijna tot wanhoop...!	[95, 364, 470, 411]
section-rule	[987, 562, 1458, 563]
bear-foot-icon	[1057, 451, 1122, 487]
tholen-text: — Kerkdiensten „Ten Anker" — Woensdag 14 december ds. M. A. Janssens en woensdag 21 december ds. Tj. de Jong.	[537, 1187, 744, 1223]
list-item: - haken, breien	[755, 1100, 974, 1114]
serial-paragraph: „Nou.... dat kan ik zo op sprong niet zeggen. Ik had er wel zin an, ja".	[1072, 1707, 1260, 1731]
bear-arm-icon	[1191, 374, 1236, 419]
diefstal-kicker: SINT ANNALAND	[1065, 570, 1153, 582]
lead-paragraph: De verbalisant A. v. d. Berg, vanwege Staatsbosbeheer bekend met het toezicht op de gronden, bracht meer duidelijkheid door helemaal af te stappen van de oude nummering waarmee de gebroeders zovéél verwarring stichtten en zicht te beperken tot de nieuwe nummers en het aanvullende proces-verbaal. Ontdaan van al die verduisteringen bleef de beschuldiging over dat de broeders meteen daad van overtreding hadden begaan in het beschermde natuurgebied, hoezeer die kwalificatie ook door hen werd aangevochten.	[39, 889, 276, 1012]
